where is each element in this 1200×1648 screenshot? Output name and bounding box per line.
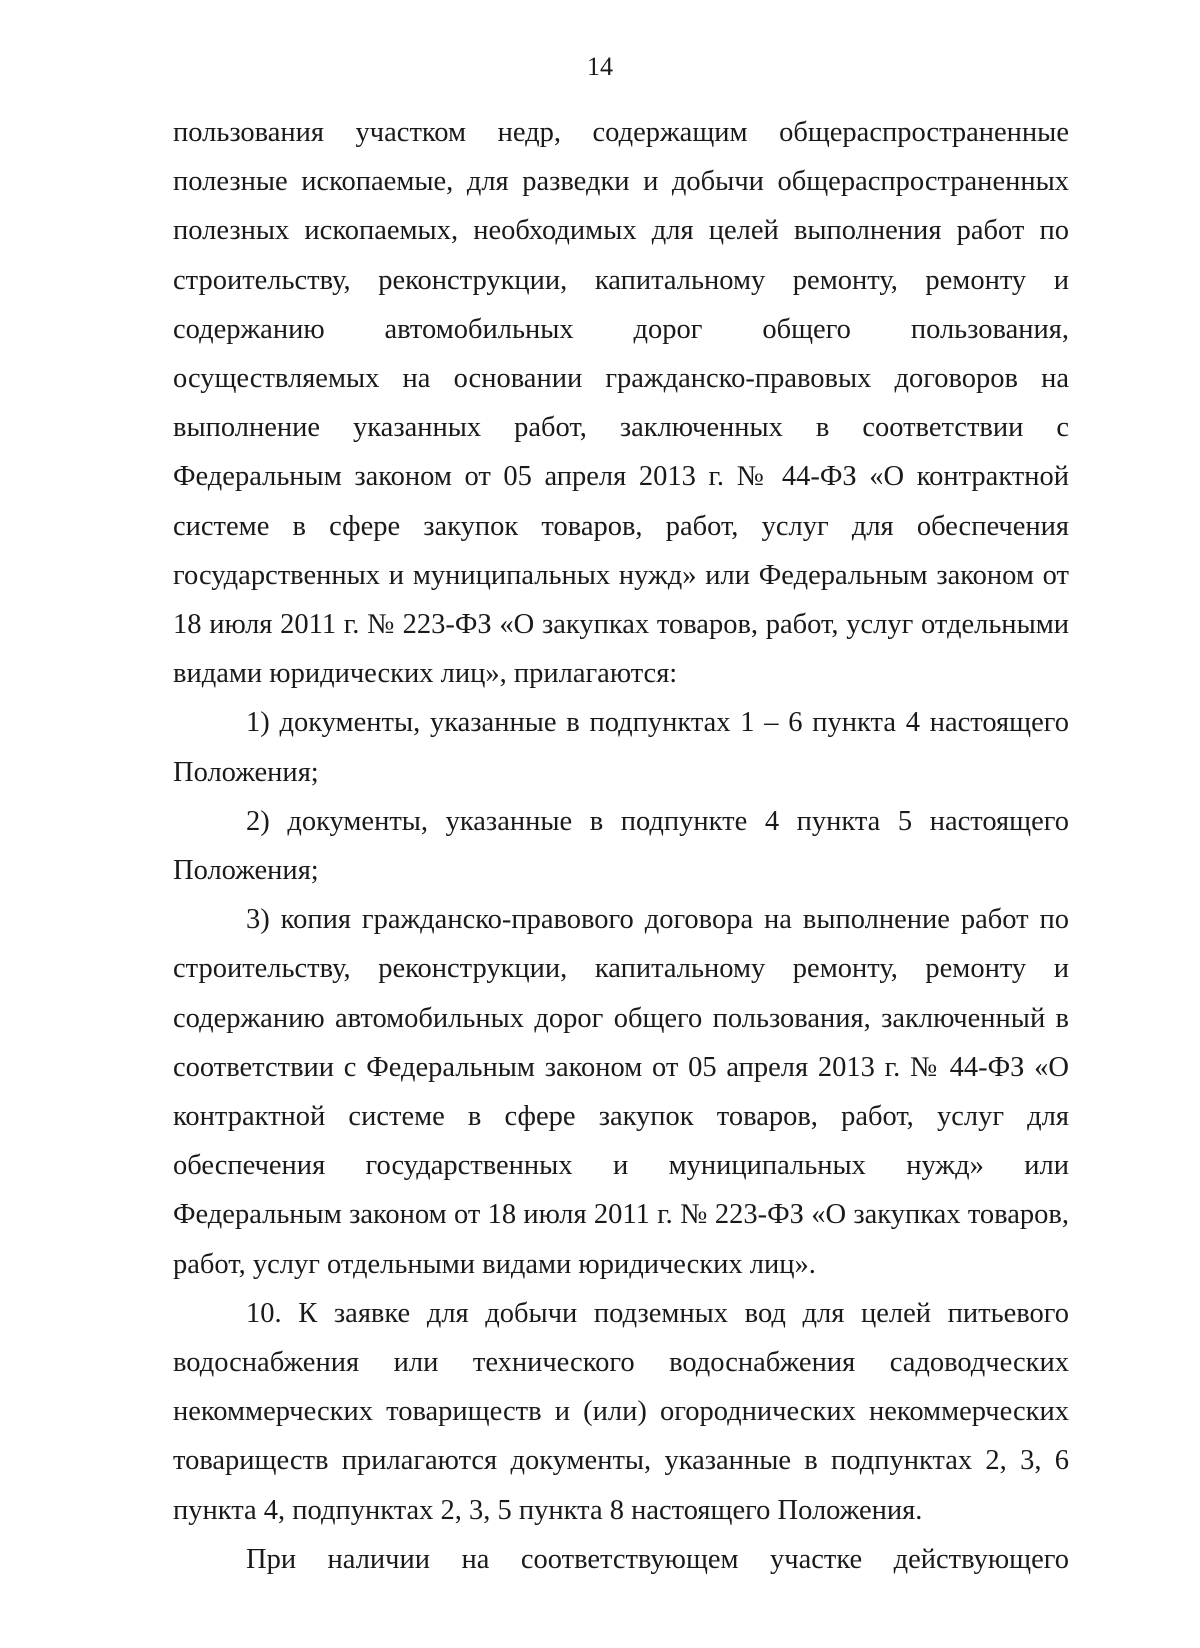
document-body [173, 108, 1069, 1584]
list-item-3: 3) копия гражданско-правового договора на выполнение работ по строительству, реконструкции, капитальному ремонту, ремонту и содержанию автомобильных дорог общего пользования, заключенный в соответствии с Федеральным законом от 05 апреля 2013 г. № 44-ФЗ «О контрактной системе в сфере закупок товаров, работ, услуг для обеспечения государственных и муниципальных нужд» или Федеральным законом от 18 июля 2011 г. № 223-ФЗ «О закупках товаров, работ, услуг отдельными видами юридических лиц». [173, 904, 1069, 1280]
paragraph-clause-10: 10. К заявке для добычи подземных вод для целей питьевого водоснабжения или технического водоснабжения садоводческих некоммерческих товариществ и (или) огороднических некоммерческих товариществ прилагаются документы, указанные в подпунктах 2, 3, 6 пункта 4, подпунктах 2, 3, 5 пункта 8 настоящего Положения. [173, 1297, 1069, 1526]
paragraph-continuation: пользования участком недр, содержащим общераспространенные полезные ископаемые, для разведки и добычи общераспространенных полезных ископаемых, необходимых для целей выполнения работ по строительству, реконструкции, капитальному ремонту, ремонту и содержанию автомобильных дорог общего пользования, осуществляемых на основании гражданско-правовых договоров на выполнение указанных работ, заключенных в соответствии с Федеральным законом от 05 апреля 2013 г. № 44-ФЗ «О контрактной системе в сфере закупок товаров, работ, услуг для обеспечения государственных и муниципальных нужд» или Федеральным законом от 18 июля 2011 г. № 223-ФЗ «О закупках товаров, работ, услуг отдельными видами юридических лиц», прилагаются: [173, 117, 1069, 690]
list-item-1: 1) документы, указанные в подпунктах 1 – 6 пункта 4 настоящего Положения; [173, 707, 1069, 788]
list-item-2: 2) документы, указанные в подпункте 4 пункта 5 настоящего Положения; [173, 805, 1069, 887]
paragraph-continued: При наличии на соответствующем участке действующего [246, 1543, 1069, 1575]
page-number: 14 [587, 52, 613, 81]
